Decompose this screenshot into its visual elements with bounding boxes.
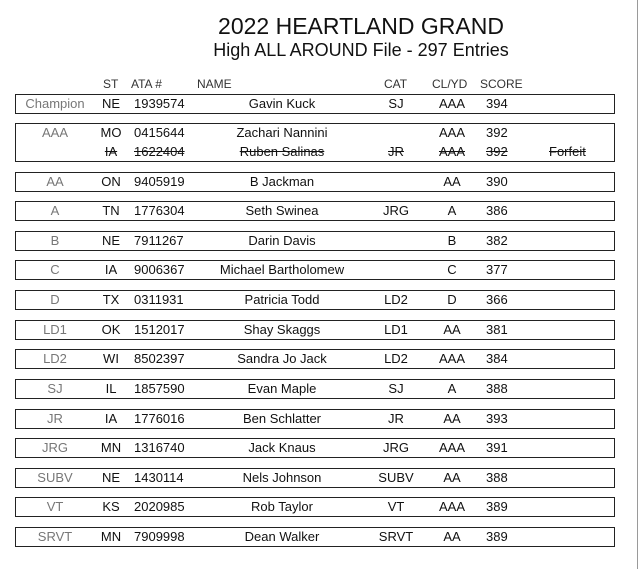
- category-cell: LD1: [384, 322, 408, 337]
- name-cell: Ben Schlatter: [242, 411, 322, 426]
- name-cell: Seth Swinea: [245, 203, 319, 218]
- score-cell: 394: [486, 96, 508, 111]
- name-cell: Evan Maple: [247, 381, 317, 396]
- table-row: [16, 261, 614, 279]
- score-cell: 391: [486, 440, 508, 455]
- table-row-forfeit: [16, 143, 614, 161]
- score-cell: 390: [486, 174, 508, 189]
- clyd-cell: AA: [443, 322, 461, 337]
- ata-cell: 1776304: [134, 203, 185, 218]
- clyd-cell: C: [447, 262, 457, 277]
- ata-cell: 0415644: [134, 125, 185, 140]
- score-cell: 392: [486, 125, 508, 140]
- category-cell: LD2: [384, 292, 408, 307]
- result-group: [15, 231, 615, 251]
- state-cell: OK: [101, 322, 121, 337]
- clyd-cell: AAA: [438, 499, 465, 514]
- ata-cell: 7911267: [134, 233, 184, 248]
- clyd-cell: A: [447, 203, 457, 218]
- category-cell: SJ: [388, 96, 404, 111]
- ata-cell: 9006367: [134, 262, 185, 277]
- score-cell: 393: [486, 411, 508, 426]
- clyd-cell: AA: [443, 411, 461, 426]
- name-cell: Dean Walker: [244, 529, 320, 544]
- table-row: [16, 173, 614, 191]
- ata-cell: 1622404: [134, 144, 185, 159]
- header-clyd: CL/YD: [432, 77, 468, 91]
- score-cell: 388: [486, 470, 508, 485]
- result-group: [15, 349, 615, 369]
- table-row: [16, 498, 614, 516]
- state-cell: WI: [103, 351, 119, 366]
- table-row: [16, 469, 614, 487]
- state-cell: MN: [100, 529, 122, 544]
- class-cell: D: [50, 292, 60, 307]
- header-st: ST: [103, 77, 119, 91]
- category-cell: LD2: [384, 351, 408, 366]
- class-cell: B: [50, 233, 60, 248]
- ata-cell: 9405919: [134, 174, 185, 189]
- score-cell: 377: [486, 262, 508, 277]
- header-cat: CAT: [384, 77, 408, 91]
- clyd-cell: AAA: [438, 351, 465, 366]
- class-cell: LD2: [43, 351, 67, 366]
- header-score: SCORE: [480, 77, 523, 91]
- clyd-cell: B: [447, 233, 457, 248]
- result-group: [15, 172, 615, 192]
- state-cell: ON: [101, 174, 121, 189]
- score-cell: 366: [486, 292, 508, 307]
- state-cell: KS: [102, 499, 120, 514]
- category-cell: SRVT: [378, 529, 414, 544]
- name-cell: Nels Johnson: [242, 470, 322, 485]
- result-group: [15, 201, 615, 221]
- name-cell: Patricia Todd: [244, 292, 320, 307]
- class-cell: VT: [46, 499, 64, 514]
- name-cell: Shay Skaggs: [243, 322, 321, 337]
- result-group: [15, 94, 615, 114]
- result-group: [15, 320, 615, 340]
- category-cell: JRG: [383, 440, 409, 455]
- name-cell: Darin Davis: [248, 233, 316, 248]
- header-name: NAME: [197, 77, 232, 91]
- name-cell: Jack Knaus: [248, 440, 316, 455]
- ata-cell: 7909998: [134, 529, 185, 544]
- result-group: [15, 497, 615, 517]
- state-cell: IA: [104, 262, 118, 277]
- category-cell: JRG: [383, 203, 409, 218]
- score-cell: 389: [486, 529, 508, 544]
- page-title: 2022 HEARTLAND GRAND: [218, 13, 504, 39]
- table-row: [16, 528, 614, 546]
- ata-cell: 1857590: [134, 381, 185, 396]
- state-cell: MO: [100, 125, 122, 140]
- class-cell: SJ: [47, 381, 63, 396]
- class-cell: JRG: [42, 440, 68, 455]
- result-group: [15, 260, 615, 280]
- category-cell: SJ: [388, 381, 404, 396]
- clyd-cell: AAA: [438, 125, 465, 140]
- score-cell: 381: [486, 322, 508, 337]
- table-row: [16, 380, 614, 398]
- score-cell: 388: [486, 381, 508, 396]
- class-cell: LD1: [43, 322, 67, 337]
- class-cell: AA: [46, 174, 64, 189]
- state-cell: IA: [104, 144, 118, 159]
- score-cell: 392: [486, 144, 508, 159]
- result-group: [15, 438, 615, 458]
- class-cell: Champion: [25, 96, 85, 111]
- state-cell: TN: [102, 203, 120, 218]
- table-row: [16, 232, 614, 250]
- ata-cell: 1430114: [134, 470, 184, 485]
- page-edge: [637, 0, 638, 569]
- ata-cell: 2020985: [134, 499, 185, 514]
- table-row: [16, 439, 614, 457]
- name-cell: B Jackman: [249, 174, 315, 189]
- clyd-cell: AA: [443, 174, 461, 189]
- ata-cell: 0311931: [134, 292, 184, 307]
- score-cell: 382: [486, 233, 508, 248]
- clyd-cell: AA: [443, 470, 461, 485]
- table-row: [16, 410, 614, 428]
- class-cell: AAA: [41, 125, 68, 140]
- table-row: [16, 95, 614, 113]
- table-row: [16, 291, 614, 309]
- header-ata: ATA #: [131, 77, 162, 91]
- state-cell: MN: [100, 440, 122, 455]
- score-cell: 386: [486, 203, 508, 218]
- name-cell: Sandra Jo Jack: [237, 351, 327, 366]
- result-group: [15, 123, 615, 162]
- result-group: [15, 409, 615, 429]
- category-cell: JR: [388, 144, 404, 159]
- table-row: [16, 124, 614, 142]
- table-row: [16, 321, 614, 339]
- ata-cell: 1776016: [134, 411, 185, 426]
- class-cell: C: [50, 262, 60, 277]
- clyd-cell: AA: [443, 529, 461, 544]
- name-cell: Zachari Nannini: [236, 125, 328, 140]
- class-cell: A: [50, 203, 60, 218]
- name-cell: Rob Taylor: [251, 499, 313, 514]
- clyd-cell: AAA: [438, 144, 465, 159]
- note-cell: Forfeit: [549, 144, 586, 159]
- ata-cell: 8502397: [134, 351, 185, 366]
- name-cell: Michael Bartholomew: [219, 262, 345, 277]
- clyd-cell: A: [447, 381, 457, 396]
- clyd-cell: AAA: [438, 440, 465, 455]
- class-cell: JR: [47, 411, 63, 426]
- class-cell: SUBV: [37, 470, 73, 485]
- state-cell: NE: [101, 96, 121, 111]
- name-cell: Gavin Kuck: [248, 96, 316, 111]
- result-group: [15, 290, 615, 310]
- category-cell: JR: [388, 411, 404, 426]
- ata-cell: 1316740: [134, 440, 185, 455]
- clyd-cell: AAA: [438, 96, 465, 111]
- state-cell: IA: [104, 411, 118, 426]
- state-cell: TX: [102, 292, 120, 307]
- state-cell: NE: [101, 470, 121, 485]
- state-cell: IL: [105, 381, 117, 396]
- name-cell: Ruben Salinas: [239, 144, 325, 159]
- result-group: [15, 468, 615, 488]
- ata-cell: 1512017: [134, 322, 185, 337]
- score-cell: 384: [486, 351, 508, 366]
- clyd-cell: D: [447, 292, 457, 307]
- table-row: [16, 202, 614, 220]
- table-row: [16, 350, 614, 368]
- result-group: [15, 379, 615, 399]
- ata-cell: 1939574: [134, 96, 185, 111]
- class-cell: SRVT: [37, 529, 73, 544]
- state-cell: NE: [101, 233, 121, 248]
- page-subtitle: High ALL AROUND File - 297 Entries: [213, 40, 509, 60]
- score-cell: 389: [486, 499, 508, 514]
- category-cell: VT: [387, 499, 405, 514]
- category-cell: SUBV: [378, 470, 414, 485]
- result-group: [15, 527, 615, 547]
